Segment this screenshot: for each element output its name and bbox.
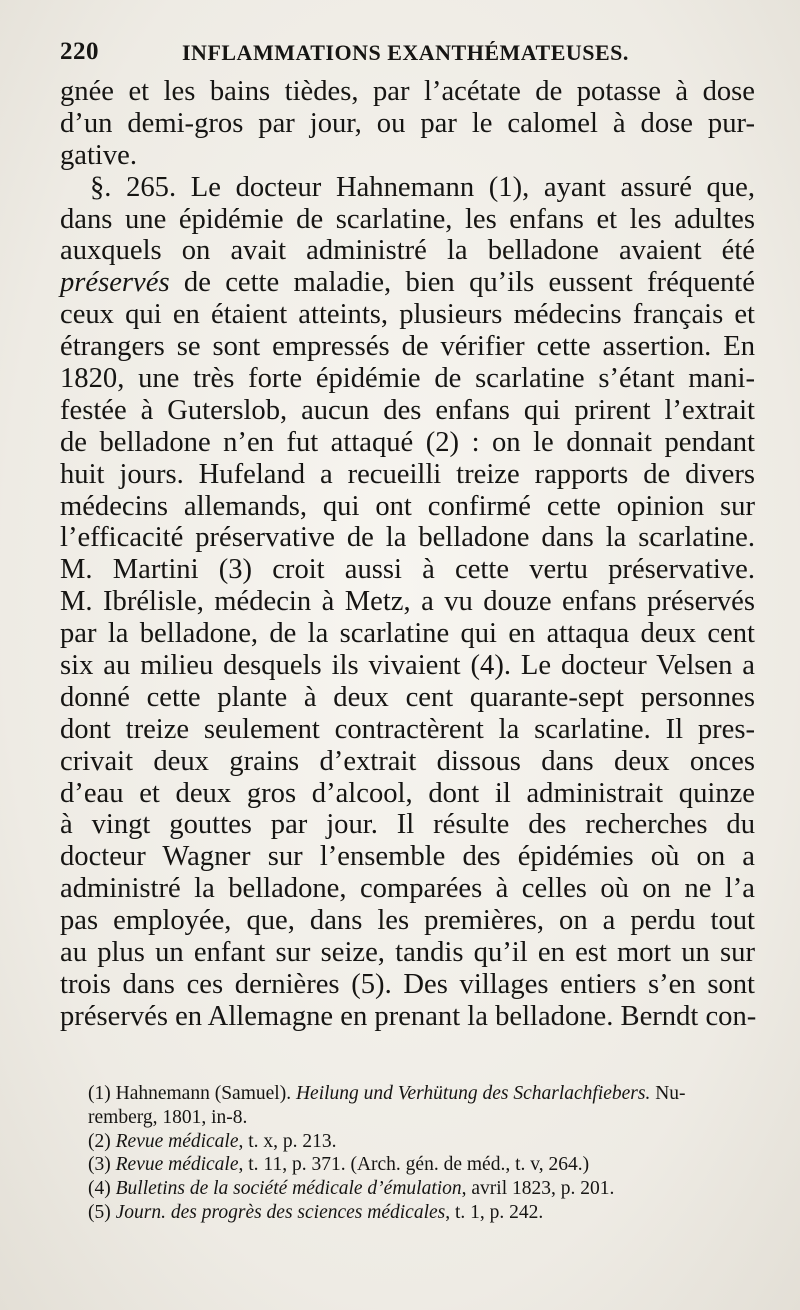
page-header (60, 38, 760, 78)
body-line: §. 265. Le docteur Hahnemann (1), ayant assuré que, (90, 171, 755, 203)
body-line: dont treize seulement contractèrent la scarlatine. Il pres- (60, 713, 755, 745)
footnote-mark: (3) (88, 1154, 116, 1176)
body-line: festée à Guterslob, aucun des enfans qui prirent l’extrait (60, 394, 755, 426)
body-line: médecins allemands, qui ont confirmé cette opinion sur (60, 490, 755, 522)
body-line: huit jours. Hufeland a recueilli treize rapports de divers (60, 458, 755, 490)
body-line: crivait deux grains d’extrait dissous dans deux onces (60, 745, 755, 777)
footnote: (4) Bulletins de la société médicale d’émulation, avril 1823, p. 201. (88, 1178, 615, 1200)
body-line: donné cette plante à deux cent quarante-sept personnes (60, 681, 755, 713)
footnote: remberg, 1801, in-8. (88, 1106, 248, 1128)
footnote: (5) Journ. des progrès des sciences médicales, t. 1, p. 242. (88, 1201, 544, 1223)
body-line: trois dans ces dernières (5). Des villages entiers s’en sont (60, 968, 755, 1000)
body-line: au plus un enfant sur seize, tandis qu’il en est mort un sur (60, 937, 755, 969)
body-line: d’un demi-gros par jour, ou par le calomel à dose pur- (60, 107, 755, 139)
body-line: l’efficacité préservative de la belladone dans la scarlatine. (60, 522, 755, 554)
body-line: auxquels on avait administré la belladone avaient été (60, 235, 755, 267)
footnote-mark: (1) (88, 1083, 116, 1104)
footnote-source-title: Journ. des progrès des sciences médicales (115, 1201, 446, 1223)
body-line: pas employée, que, dans les premières, on a perdu tout (60, 905, 755, 937)
footnote-source-title: Revue médicale (115, 1130, 239, 1152)
footnote: (3) Revue médicale, t. 11, p. 371. (Arch. gén. de méd., t. v, 264.) (88, 1154, 590, 1176)
body-line: ceux qui en étaient atteints, plusieurs médecins français et (60, 299, 755, 331)
body-line: dans une épidémie de scarlatine, les enfans et les adultes (60, 203, 755, 235)
body-line: préservés de cette maladie, bien qu’ils eussent fréquenté (60, 267, 755, 299)
body-line: préservés en Allemagne en prenant la belladone. Berndt con- (60, 1000, 757, 1032)
footnote-mark: (4) (88, 1178, 116, 1200)
body-line: à vingt gouttes par jour. Il résulte des recherches du (60, 809, 755, 841)
footnote-mark: (5) (88, 1201, 116, 1223)
page-number: 220 (60, 38, 99, 65)
footnote: (1) Hahnemann (Samuel). Heilung und Verhütung des Scharlachfiebers. Nu- (88, 1083, 686, 1104)
body-line: gnée et les bains tièdes, par l’acétate de potasse à dose (60, 76, 755, 107)
body-line: étrangers se sont empressés de vérifier cette assertion. En (60, 331, 755, 363)
body-line: 1820, une très forte épidémie de scarlatine s’étant mani- (60, 363, 755, 395)
body-line: M. Martini (3) croit aussi à cette vertu préservative. (60, 554, 755, 586)
body-line: docteur Wagner sur l’ensemble des épidémies où on a (60, 841, 755, 873)
body-line: de belladone n’en fut attaqué (2) : on le donnait pendant (60, 426, 755, 458)
body-line: six au milieu desquels ils vivaient (4). Le docteur Velsen a (60, 650, 755, 682)
running-title: INFLAMMATIONS EXANTHÉMATEUSES. (182, 40, 629, 65)
body-text (60, 76, 755, 1033)
body-line: d’eau et deux gros d’alcool, dont il administrait quinze (60, 777, 755, 809)
body-line: gative. (60, 139, 138, 171)
footnote-mark: (2) (88, 1130, 116, 1152)
footnotes (60, 1082, 760, 1225)
body-line: M. Ibrélisle, médecin à Metz, a vu douze enfans préservés (60, 586, 755, 618)
footnote: (2) Revue médicale, t. x, p. 213. (88, 1130, 337, 1152)
footnote-source-title: Revue médicale (115, 1154, 239, 1176)
body-line: administré la belladone, comparées à celles où on ne l’a (60, 873, 755, 905)
footnote-source-title: Bulletins de la société médicale d’émulation (115, 1178, 462, 1200)
body-line: par la belladone, de la scarlatine qui en attaqua deux cent (60, 618, 755, 650)
footnote-source-title: Heilung und Verhütung des Scharlachfiebers. (295, 1083, 651, 1104)
